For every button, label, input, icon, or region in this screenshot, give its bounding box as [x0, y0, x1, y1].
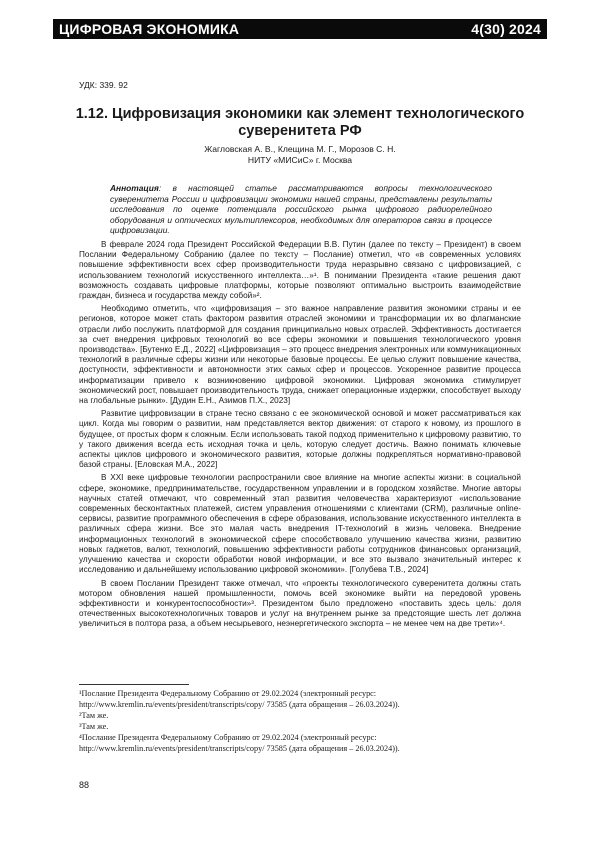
- author-block: [70, 144, 530, 166]
- journal-header: [53, 19, 547, 39]
- paragraph: В феврале 2024 года Президент Российской Федерации В.В. Путин (далее по тексту – Президент) в своем Послании Федеральному Собранию (далее по тексту – Послание) отметил, что «в современных условиях повышение эффективности всех сфер производительности труда неразрывно связано с цифровизацией, с использованием технологий искусственного интеллекта…»¹. В понимании Президента «такие решения дают возможность создавать цифровые платформы, которые позволяют оптимально выстроить взаимодействие граждан, бизнеса и государства между собой»².: [79, 240, 521, 301]
- footnote: ⁴Послание Президента Федеральному Собранию от 29.02.2024 (электронный ресурс:: [79, 733, 377, 742]
- footnote: ¹Послание Президента Федеральному Собранию от 29.02.2024 (электронный ресурс:: [79, 689, 377, 698]
- paragraph: Развитие цифровизации в стране тесно связано с ее экономической основой и может рассматриваться как цикл. Когда мы говорим о развитии, нам представляется вектор движения: от старого к новому, из прошлого в будущее, от простых форм к сложным. Если использовать такой подход применительно к цифровому развитию, то у такого движения всегда есть исходная точка и цель, которую следует достичь. Важно понимать ключевые аспекты циклов цифрового и экономического развития, которые должны подкрепляться нормативно-правовой базой страны. [Еловская М.А., 2022]: [79, 409, 521, 470]
- abstract: [110, 183, 492, 236]
- journal-name: ЦИФРОВАЯ ЭКОНОМИКА: [59, 21, 240, 37]
- footnote-divider: [79, 684, 189, 685]
- footnotes: [79, 688, 521, 754]
- footnote: ³Там же.: [79, 722, 109, 731]
- paragraph: Необходимо отметить, что «цифровизация – это важное направление развития экономики страны и ее регионов, которое может стать фактором развития отраслей экономики и трансформации их во флагманские отрасли либо послужить платформой для создания принципиально новых отраслей. Эффективность достигается за счет внедрения цифровых технологий во все сферы экономики и повышения технологического уровня производства». [Бутенко Е.Д., 2022] «Цифровизация – это процесс внедрения электронных или коммуникационных технологий в различные сферы жизни или некоторые базовые процессы. Ее целью служит повышение качества, доступности, эффективности и автономности этих самых сфер и процессов. Ускоренное развитие процесса информатизации привело к возникновению цифровой экономики. Цифровая экономика стимулирует экономический рост, повышает производительность труда, снижает операционные издержки, способствует выходу на глобальные рынки». [Дудин Е.Н., Азимов П.Х., 2023]: [79, 304, 521, 406]
- paragraph: В своем Послании Президент также отмечал, что «проекты технологического суверенитета должны стать мотором обновления нашей промышленности, помочь всей экономике выйти на передовой уровень эффективности и конкурентоспособности»³. Президентом было предложено «поставить здесь цель: доля отечественных высокотехнологичных товаров и услуг на внутреннем рынке за предстоящие шесть лет должна увеличиться в полтора раза, а объем несырьевого, неэнергетического экспорта – не менее чем на две трети»⁴.: [79, 578, 521, 629]
- affiliation: НИТУ «МИСиС» г. Москва: [247, 155, 353, 165]
- udc-code: УДК: 339. 92: [79, 80, 128, 90]
- page-number: 88: [79, 780, 90, 790]
- paragraph: В XXI веке цифровые технологии распространили свое влияние на многие аспекты жизни: в социальной сфере, экономике, предпринимательстве, государственном управлении и в городском хозяйстве. Многие авторы научных статей отмечают, что современный этап развития человечества характеризуют «использование современных бесконтактных платежей, систем управления отношениями с клиентами (CRM), различные online-сервисы, развитие программного обеспечения в сфере образования, использование искусственного интеллекта в различных сфера жизни. Все это малая часть внедрения IT-технологий в жизнь человека. Внедрение информационных технологий в экономической сфере способствовало улучшению качества жизни, развитию новых гаджетов, валют, технологий, повышению эффективности работы сотрудников финансовых организаций, улучшению качества и скорости обработки новой информации, и все это вызвало значительный интерес к исследованию и дальнейшему использованию цифровой экономики». [Голубева Т.В., 2024]: [79, 473, 521, 575]
- footnote: ²Там же.: [79, 711, 109, 720]
- abstract-text: : в настоящей статье рассматриваются вопросы технологического суверенитета России и цифровизации экономики нашей страны, представлены результаты исследования по оценке потенциала российского рынка цифрового радиорелейного оборудования и оптических мультиплексоров, необходимых для операторов связи в процессе цифровизации.: [110, 183, 492, 236]
- authors: Жагловская А. В., Клещина М. Г., Морозов С. Н.: [204, 144, 396, 154]
- article-body: [79, 240, 521, 633]
- abstract-label: Аннотация: [110, 183, 159, 193]
- issue-number: 4(30) 2024: [471, 21, 541, 37]
- footnote-link: http://www.kremlin.ru/events/president/transcripts/copy/ 73585 (дата обращения – 26.03.2024)).: [79, 700, 400, 709]
- article-title: 1.12. Цифровизация экономики как элемент технологического суверенитета РФ: [75, 106, 525, 139]
- footnote-link: http://www.kremlin.ru/events/president/transcripts/copy/ 73585 (дата обращения – 26.03.2024)).: [79, 744, 400, 753]
